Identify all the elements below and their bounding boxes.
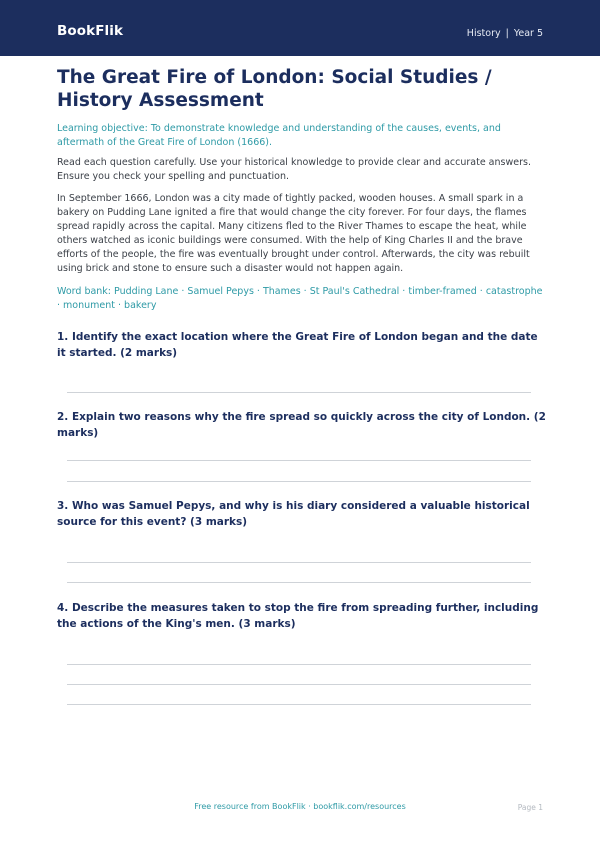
page-title: The Great Fire of London: Social Studies / History Assessment [57,67,492,111]
page-number: Page 1 [517,803,543,812]
passage: In September 1666, London was a city made of tightly packed, wooden houses. A small spark in a bakery on Pudding Lane ignited a fire that would change the city forever. For four days, the flames spread rapidly across the capital. Many citizens fled to the River Thames to escape the heat, while others watched as iconic buildings were consumed. With the help of King Charles II and the brave efforts of the people, the fire was eventually brought under control. Afterwards, the city was rebuilt using brick and stone to ensure such a disaster would not happen again. [57,193,530,274]
answer-line[interactable] [67,562,531,563]
footer-link[interactable]: Free resource from BookFlik · bookflik.com/resources [194,802,406,811]
instructions: Read each question carefully. Use your historical knowledge to provide clear and accurate answers. Ensure you check your spelling and punctuation. [57,157,531,182]
answer-line[interactable] [67,684,531,685]
answer-line[interactable] [67,664,531,665]
answer-line[interactable] [67,481,531,482]
answer-line[interactable] [67,704,531,705]
answer-line[interactable] [67,392,531,393]
answer-line[interactable] [67,582,531,583]
year-label: Year 5 [513,28,543,39]
subject-year-label [467,28,543,39]
header-bar [0,0,600,56]
question-3: 3. Who was Samuel Pepys, and why is his diary considered a valuable historical source for this event? (3 marks) [57,500,530,528]
word-bank: Word bank: Pudding Lane · Samuel Pepys · Thames · St Paul's Cathedral · timber-framed · catastrophe · monument · bakery [57,286,543,311]
learning-objective: Learning objective: To demonstrate knowledge and understanding of the causes, events, and aftermath of the Great Fire of London (1666). [57,123,501,148]
question-2: 2. Explain two reasons why the fire spread so quickly across the city of London. (2 marks) [57,411,546,439]
question-4: 4. Describe the measures taken to stop the fire from spreading further, including the actions of the King's men. (3 marks) [57,602,539,630]
brand-logo[interactable]: BookFlik [57,23,124,39]
separator: | [505,28,509,39]
subject-label: History [466,28,501,39]
answer-line[interactable] [67,460,531,461]
question-1: 1. Identify the exact location where the Great Fire of London began and the date it started. (2 marks) [57,331,538,359]
